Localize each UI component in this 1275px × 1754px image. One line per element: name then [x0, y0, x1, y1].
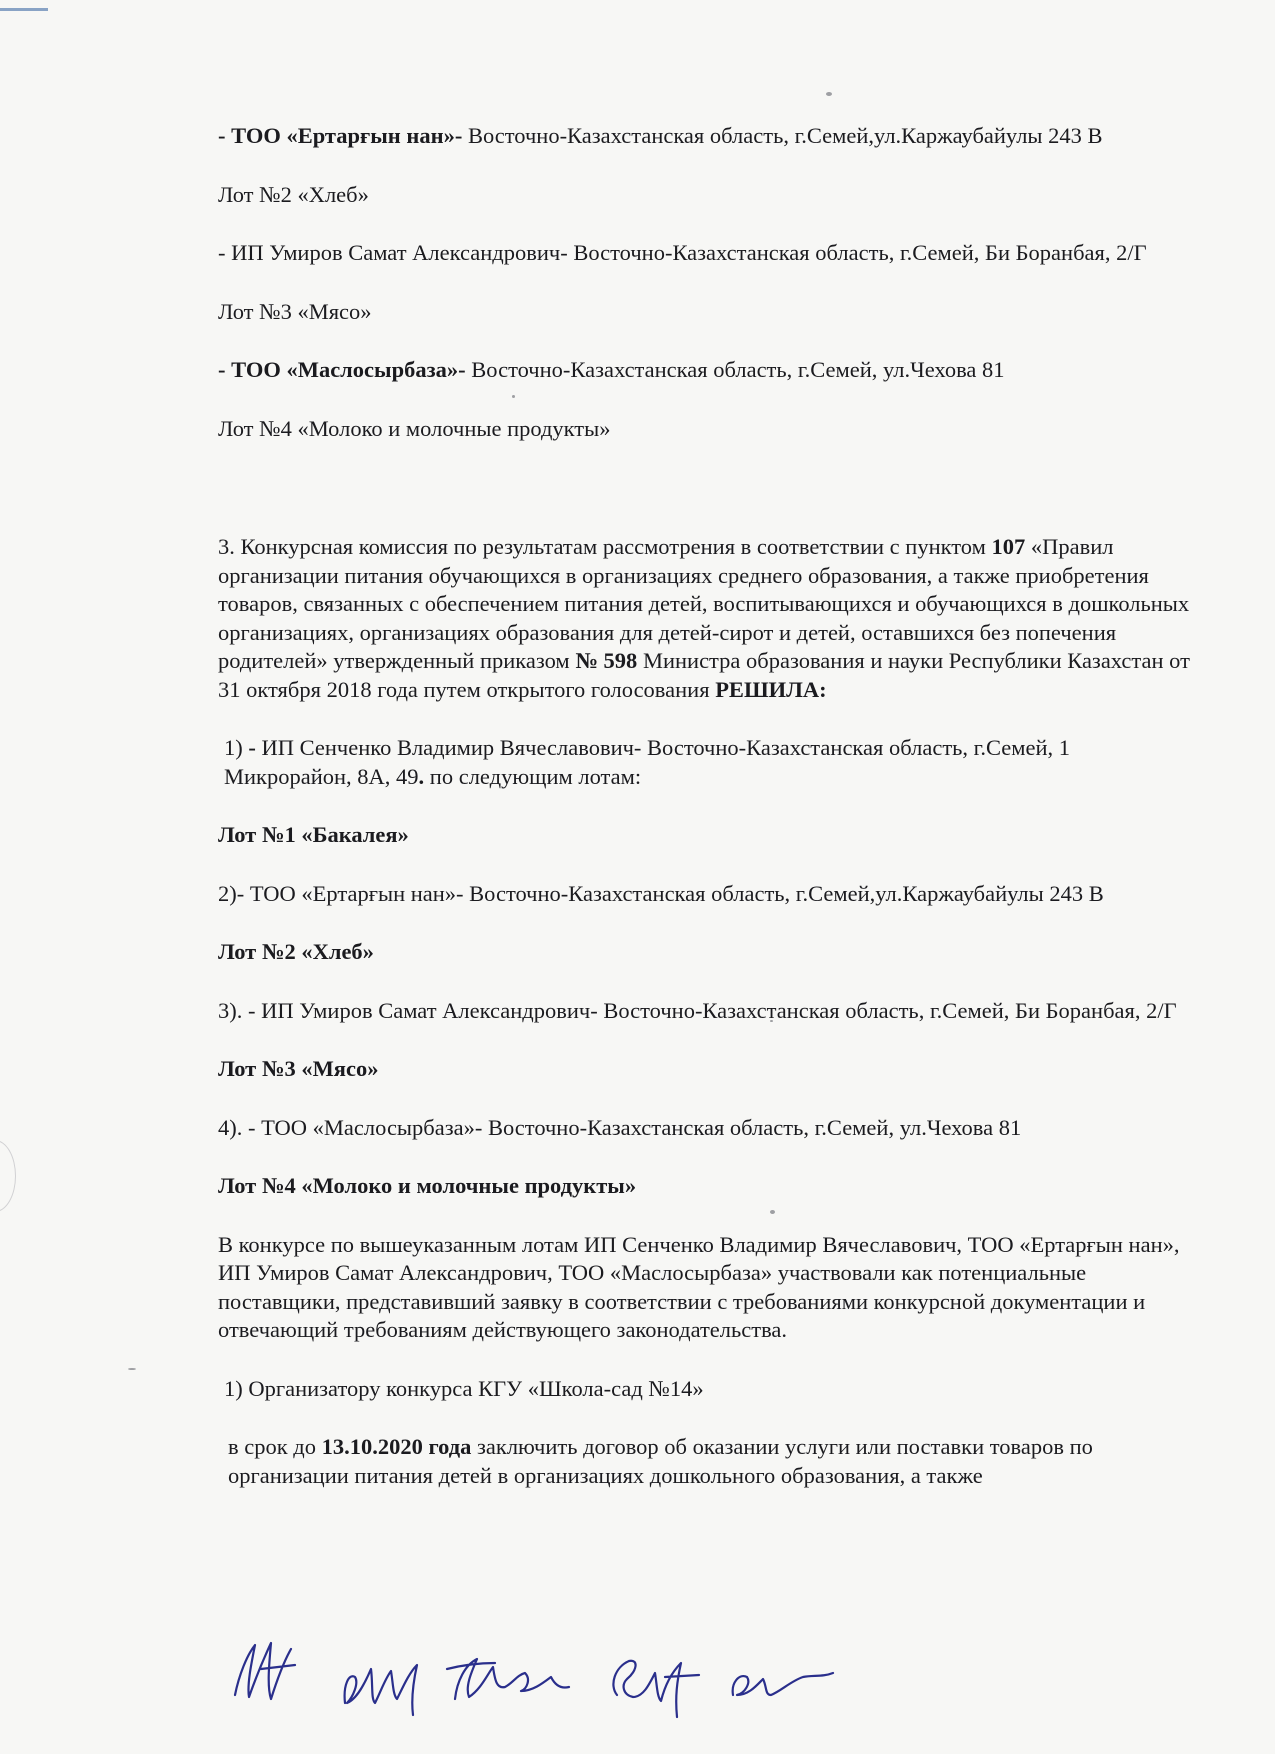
text-run: 3. Конкурсная комиссия по результатам рассмотрения в соответствии с пунктом — [218, 534, 992, 559]
paragraph — [218, 181, 1198, 210]
scan-speck — [128, 1368, 136, 1370]
text-run: «Правил организации питания обучающихся в организациях среднего образования, а также приобретения товаров, связанных с обеспечением питания детей, воспитывающихся и обучающихся в дошкольных организациях, организациях образования для детей-сирот и детей, оставшихся без попечения родителей» утвержденный приказом — [218, 534, 1190, 673]
signature-5 — [733, 1673, 833, 1695]
bold-text-run: РЕШИЛА: — [715, 676, 827, 702]
bold-text-run: - ТОО «Маслосырбаза»- — [218, 357, 472, 382]
text-run: Лот №2 «Хлеб» — [218, 181, 369, 207]
bold-text-run: Лот №4 «Молоко и молочные продукты» — [218, 1173, 637, 1198]
paragraph — [218, 1114, 1198, 1143]
bold-text-run: Лот №1 «Бакалея» — [218, 822, 409, 847]
lot-heading — [218, 1172, 1198, 1201]
paragraph — [218, 734, 1198, 791]
text-run: Лот №3 «Мясо» — [218, 298, 372, 324]
paragraph — [218, 880, 1198, 909]
text-run: Лот №4 «Молоко и молочные продукты» — [218, 415, 611, 441]
scan-speck — [826, 92, 832, 96]
text-run: 2)- ТОО «Ертарғын нан»- Восточно-Казахстанская область, г.Семей,ул.Каржаубайулы 243 В — [218, 880, 1104, 906]
text-run: Восточно-Казахстанская область, г.Семей,ул.Каржаубайулы 243 В — [467, 123, 1103, 148]
text-run: заключить договор об оказании услуги или поставки товаров по организации питания детей в организациях дошкольного образования, а также — [228, 1434, 1093, 1488]
text-run: Министра образования и науки Республики Казахстан от 31 октября 2018 года путем открытого голосования — [218, 648, 1190, 702]
paragraph — [218, 239, 1198, 268]
scan-punch-hole — [0, 1140, 16, 1212]
paragraph — [218, 533, 1198, 704]
bold-text-run: Лот №3 «Мясо» — [218, 1056, 379, 1081]
paragraph — [218, 1231, 1198, 1345]
text-run: - ИП Умиров Самат Александрович- Восточно-Казахстанская область, г.Семей, Би Боранбая, 2/Г — [218, 240, 1147, 265]
signature-4 — [613, 1661, 699, 1717]
lot-heading — [218, 821, 1198, 850]
scan-edge-mark — [0, 8, 48, 11]
text-run: в срок до — [228, 1434, 322, 1459]
paragraph — [218, 1433, 1198, 1490]
bold-text-run: 107 — [991, 534, 1026, 559]
text-run: по следующим лотам: — [424, 763, 642, 789]
paragraph — [218, 415, 1198, 444]
text-run: 1) Организатору конкурса КГУ «Школа-сад №14» — [224, 1375, 704, 1401]
bold-text-run: . — [418, 763, 425, 789]
paragraph — [218, 356, 1198, 385]
signature-1 — [235, 1643, 295, 1699]
signature-2 — [345, 1665, 417, 1715]
bold-text-run: - — [248, 735, 262, 760]
text-run: Восточно-Казахстанская область, г.Семей, ул.Чехова 81 — [471, 357, 1005, 382]
bold-text-run: Лот №2 «Хлеб» — [218, 939, 374, 964]
text-run: В конкурсе по вышеуказанным лотам ИП Сенченко Владимир Вячеславович, ТОО «Ертарғын нан», ИП Умиров Самат Александрович, ТОО «Маслосырбаза» участвовали как потенциальные поставщики, представивший заявку в соответствии с требованиями конкурсной документации и отвечающий требованиям действующего законодательства. — [218, 1231, 1180, 1342]
document-body — [218, 122, 1198, 1490]
signature-3 — [447, 1659, 569, 1699]
paragraph — [218, 122, 1198, 151]
text-run: 3). - ИП Умиров Самат Александрович- Восточно-Казахстанская область, г.Семей, Би Боранбая, 2/Г — [218, 997, 1177, 1023]
lot-heading — [218, 1055, 1198, 1084]
paragraph — [218, 997, 1198, 1026]
bold-text-run: - ТОО «Ертарғын нан»- — [218, 123, 468, 148]
bold-text-run: № 598 — [575, 648, 638, 673]
text-run: 4). - ТОО «Маслосырбаза»- Восточно-Казахстанская область, г.Семей, ул.Чехова 81 — [218, 1114, 1022, 1140]
handwritten-signatures — [225, 1625, 905, 1720]
lot-heading — [218, 938, 1198, 967]
paragraph — [218, 298, 1198, 327]
bold-text-run: 13.10.2020 года — [321, 1434, 472, 1459]
text-run: ИП Сенченко Владимир Вячеславович- Восточно-Казахстанская область, г.Семей, 1 Микрорайон, 8А, 49 — [224, 735, 1071, 789]
text-run: 1) — [224, 735, 249, 760]
paragraph — [218, 1375, 1198, 1404]
